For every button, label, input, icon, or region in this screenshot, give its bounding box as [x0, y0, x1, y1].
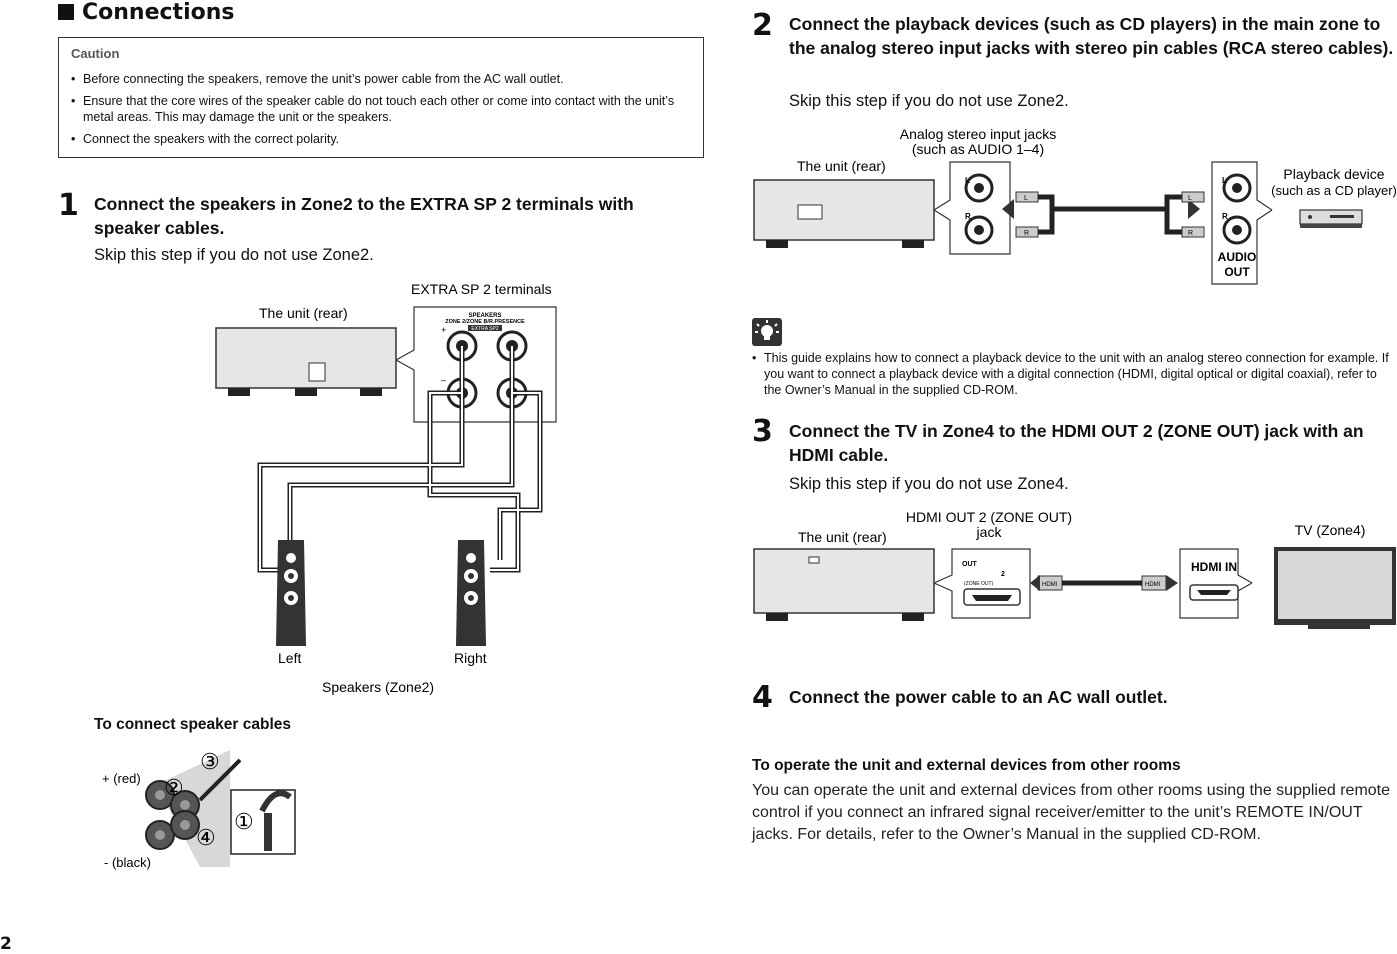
speakers-label: Speakers (Zone2): [322, 679, 435, 695]
step2-diagram: [752, 122, 1397, 292]
step3-number: 3: [752, 414, 773, 449]
svg-text:OUT: OUT: [962, 561, 977, 568]
hdmi-in-label: HDMI IN: [1191, 560, 1237, 574]
step-number-2: ②: [164, 775, 184, 800]
svg-text:(such as AUDIO 1–4): (such as AUDIO 1–4): [911, 141, 1045, 157]
step2-title: Connect the playback devices (such as CD players) in the main zone to the analog stereo input jacks with stereo pin cables (RCA stereo cables).: [789, 14, 1394, 58]
svg-text:–: –: [441, 375, 447, 385]
left-label: Left: [278, 650, 302, 666]
unit-label: The unit (rear): [798, 529, 887, 545]
svg-text:HDMI: HDMI: [1145, 582, 1161, 588]
svg-text:EXTRA SP2: EXTRA SP2: [471, 326, 499, 332]
step1-text: Skip this step if you do not use Zone2.: [94, 246, 374, 264]
hdmi-cable: [1030, 575, 1178, 591]
jacks-label: Analog stereo input jacks: [899, 126, 1057, 142]
left-speaker-icon: [276, 540, 306, 646]
unit-rear-icon: [754, 180, 934, 248]
step3-diagram: [752, 505, 1397, 635]
plus-red-label: + (red): [102, 771, 141, 786]
svg-text:jack: jack: [976, 524, 1002, 540]
rca-cable: [1002, 192, 1204, 237]
svg-text:SPEAKERS: SPEAKERS: [468, 313, 502, 319]
cable-connection-diagram: [100, 745, 305, 875]
tv-label: TV (Zone4): [1294, 522, 1366, 538]
svg-text:L: L: [965, 176, 970, 185]
svg-text:R: R: [1024, 230, 1030, 237]
caution-item: • Ensure that the core wires of the speaker cable do not touch each other or come into contact with the unit’s metal areas. This may damage the unit or the speakers.: [71, 93, 691, 125]
step1-title: Connect the speakers in Zone2 to the EXTRA SP 2 terminals with speaker cables.: [94, 194, 634, 238]
right-label: Right: [454, 650, 487, 666]
extra-sp2-panel: [396, 307, 556, 422]
caution-box: [58, 37, 704, 158]
step2-text: Skip this step if you do not use Zone2.: [789, 92, 1069, 110]
input-jacks-panel: [934, 162, 1010, 254]
unit-label: The unit (rear): [259, 305, 348, 321]
terminals-label: EXTRA SP 2 terminals: [411, 281, 552, 297]
unit-label: The unit (rear): [797, 158, 886, 174]
device-label: Playback device: [1283, 166, 1385, 182]
step4-number: 4: [752, 680, 773, 715]
svg-text:(such as a CD player): (such as a CD player): [1271, 183, 1397, 198]
cables-title: To connect speaker cables: [94, 716, 291, 733]
step3-text: Skip this step if you do not use Zone4.: [789, 475, 1069, 493]
hdmi-out-panel: [934, 549, 1030, 618]
caution-list: [71, 71, 691, 147]
unit-rear-icon: [216, 328, 396, 396]
step3-title: Connect the TV in Zone4 to the HDMI OUT 2 (ZONE OUT) jack with an HDMI cable.: [789, 421, 1364, 465]
hdmi-in-panel: [1180, 549, 1252, 618]
svg-text:L: L: [1024, 195, 1028, 202]
minus-black-label: - (black): [104, 855, 151, 870]
svg-text:(ZONE OUT): (ZONE OUT): [964, 581, 994, 587]
section-title: Connections: [58, 0, 234, 25]
tip-text: • This guide explains how to connect a playback device to the unit with an analog stereo connection for example. If you want to connect a playback device with a digital connection (HDMI, digital optical or digital coaxial), refer to the Owner’s Manual in the supplied CD-ROM.: [752, 350, 1392, 398]
step1-number: 1: [58, 188, 79, 223]
tv-icon: [1274, 547, 1396, 629]
svg-text:R: R: [1188, 230, 1194, 237]
svg-text:L: L: [1188, 195, 1192, 202]
step-number-4: ④: [196, 825, 216, 850]
svg-text:R: R: [1222, 212, 1228, 221]
step-number-1: ①: [234, 809, 254, 834]
step2-number: 2: [752, 8, 773, 43]
svg-text:R: R: [965, 212, 971, 221]
operate-title: To operate the unit and external devices from other rooms: [752, 757, 1181, 774]
cd-player-icon: [1300, 210, 1362, 228]
svg-text:+: +: [441, 325, 447, 335]
hdmi-jack-label: HDMI OUT 2 (ZONE OUT): [905, 509, 1073, 525]
svg-text:L: L: [1222, 176, 1227, 185]
operate-text: You can operate the unit and external devices from other rooms using the supplied remote control if you connect an infrared signal receiver/emitter to the unit’s REMOTE IN/OUT jacks. For details, refer to the Owner’s Manual in the supplied CD-ROM.: [752, 782, 1391, 843]
caution-item: • Connect the speakers with the correct polarity.: [71, 131, 691, 147]
svg-text:OUT: OUT: [1224, 265, 1250, 279]
square-bullet-icon: [58, 4, 74, 20]
caution-item: • Before connecting the speakers, remove the unit’s power cable from the AC wall outlet.: [71, 71, 691, 87]
caution-title: Caution: [71, 46, 120, 61]
step4-title: Connect the power cable to an AC wall outlet.: [789, 687, 1168, 707]
step-number-3: ③: [200, 749, 220, 774]
page-number: 2: [0, 934, 12, 954]
step1-diagram: [200, 280, 570, 700]
audio-out-panel: [1212, 162, 1272, 284]
audio-out-label: AUDIO: [1217, 250, 1257, 264]
tip-lightbulb-icon: [752, 318, 782, 346]
svg-text:ZONE 2/ZONE B/R.PRESENCE: ZONE 2/ZONE B/R.PRESENCE: [445, 319, 525, 325]
unit-rear-icon: [754, 549, 934, 621]
svg-text:2: 2: [1001, 571, 1005, 578]
right-speaker-icon: [456, 540, 486, 646]
svg-text:HDMI: HDMI: [1042, 582, 1058, 588]
